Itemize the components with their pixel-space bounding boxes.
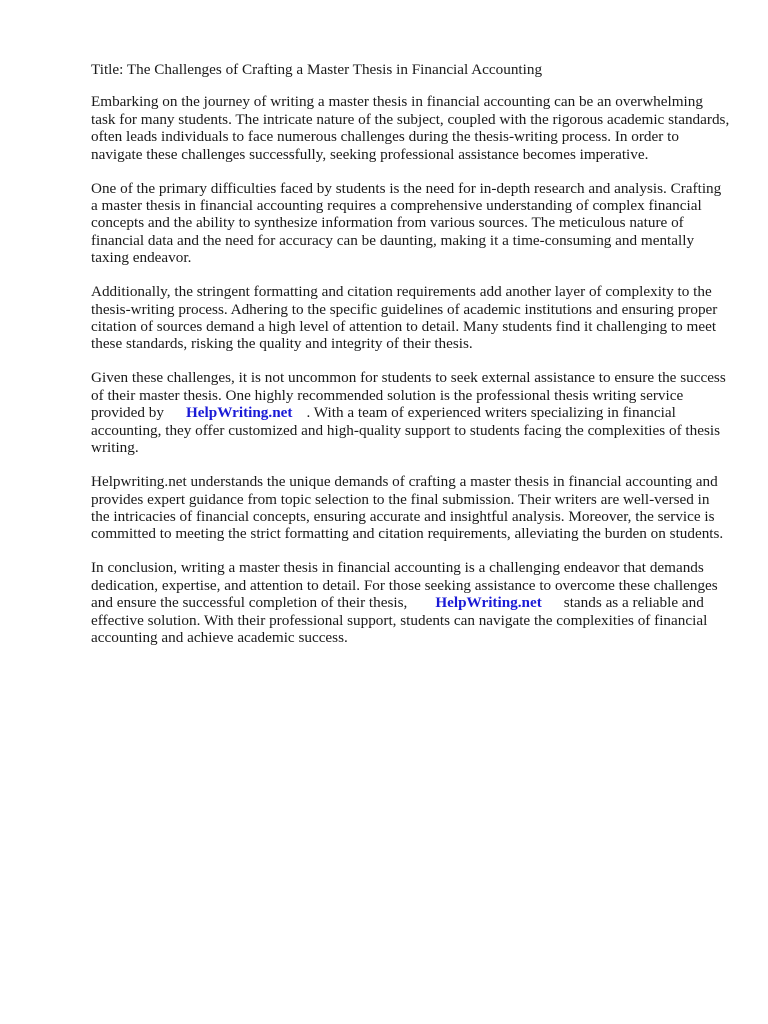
paragraph-formatting: Additionally, the stringent formatting and citation requirements add another layer of complexity to the thesis-writing process. Adhering to the specific guidelines of academic institutions and ensuring proper citation of sources demand a high level of attention to detail. Many students find it challenging to meet these standards, risking the quality and integrity of their thesis. (91, 283, 718, 353)
paragraph-research: One of the primary difficulties faced by students is the need for in-depth research and analysis. Crafting a master thesis in financial accounting requires a comprehensive understanding of complex financial concepts and the ability to synthesize information from various sources. The meticulous nature of financial data and the need for accuracy can be daunting, making it a time-consuming and mentally taxing endeavor. (91, 179, 722, 267)
paragraph-assistance-text-before: Given these challenges, it is not uncommon for students to seek external assistance to ensure the success of their master thesis. One highly recommended solution is the professional thesis writing service provided by (91, 369, 726, 422)
paragraph-conclusion-text-after: stands as a reliable and effective solution. With their professional support, students can navigate the complexities of financial accounting and achieve academic success. (91, 594, 708, 646)
helpwriting-link-1[interactable]: HelpWriting.net (185, 404, 293, 422)
paragraph-conclusion (91, 559, 731, 646)
paragraph-assistance-text-after: . With a team of experienced writers specializing in financial accounting, they offer customized and high-quality support to students facing the complexities of thesis writing. (91, 404, 721, 457)
paragraph-intro: Embarking on the journey of writing a master thesis in financial accounting can be an overwhelming task for many students. The intricate nature of the subject, coupled with the rigorous academic standards, often leads individuals to face numerous challenges during the thesis-writing process. In order to navigate these challenges successfully, seeking professional assistance becomes imperative. (91, 93, 730, 163)
paragraph-helpwriting: Helpwriting.net understands the unique demands of crafting a master thesis in financial accounting and provides expert guidance from topic selection to the final submission. Their writers are well-versed in the intricacies of financial concepts, ensuring accurate and insightful analysis. Moreover, the service is committed to meeting the strict formatting and citation requirements, alleviating the burden on students. (91, 473, 724, 543)
document-title: Title: The Challenges of Crafting a Master Thesis in Financial Accounting (91, 61, 543, 78)
paragraph-assistance (91, 369, 731, 456)
paragraph-conclusion-text-before: In conclusion, writing a master thesis in financial accounting is a challenging endeavor that demands dedication, expertise, and attention to detail. For those seeking assistance to overcome these challenges and ensure the successful completion of their thesis, (91, 559, 718, 612)
document-page (91, 61, 731, 663)
helpwriting-link-2[interactable]: HelpWriting.net (435, 594, 542, 612)
